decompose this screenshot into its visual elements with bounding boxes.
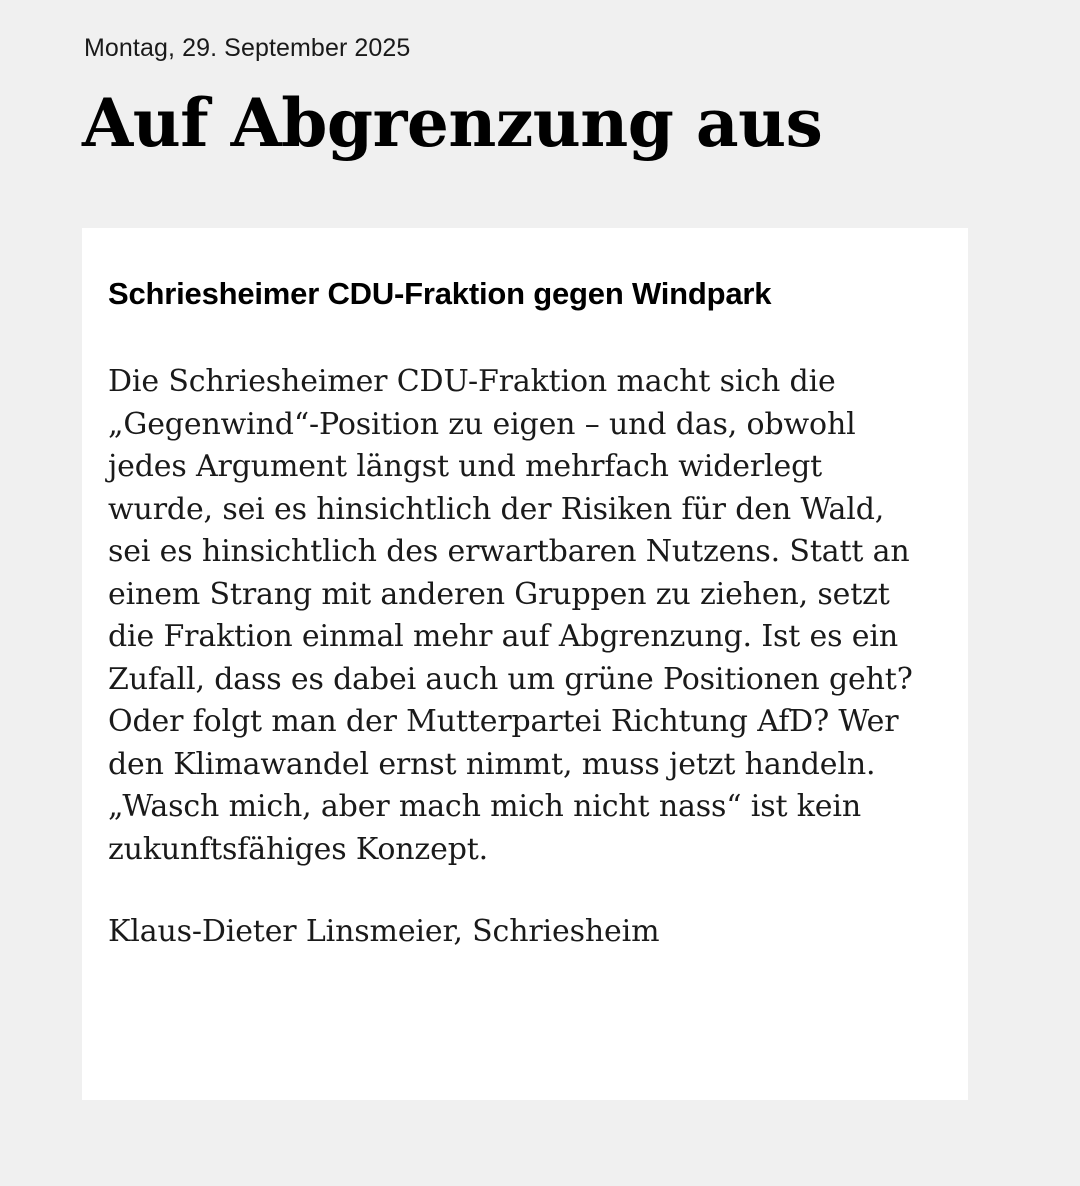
article-subheadline: Schriesheimer CDU-Fraktion gegen Windpark [108, 276, 772, 311]
publication-date: Montag, 29. September 2025 [84, 34, 411, 62]
article-card [82, 228, 968, 1100]
article-body-text: Die Schriesheimer CDU-Fraktion macht sich die „Gegenwind“-Position zu eigen – und das, obwohl jedes Argument längst und mehrfach widerlegt wurde, sei es hinsichtlich der Risiken für den Wald, sei es hinsichtlich des erwartbaren Nutzens. Statt an einem Strang mit anderen Gruppen zu ziehen, setzt die Fraktion einmal mehr auf Abgrenzung. Ist es ein Zufall, dass es dabei auch um grüne Positionen geht? Oder folgt man der Mutterpartei Richtung AfD? Wer den Klimawandel ernst nimmt, muss jetzt handeln. „Wasch mich, aber mach mich nicht nass“ ist kein zukunftsfähiges Konzept. [108, 364, 913, 867]
page-title: Auf Abgrenzung aus [82, 84, 823, 162]
article-signature: Klaus-Dieter Linsmeier, Schriesheim [108, 914, 660, 949]
